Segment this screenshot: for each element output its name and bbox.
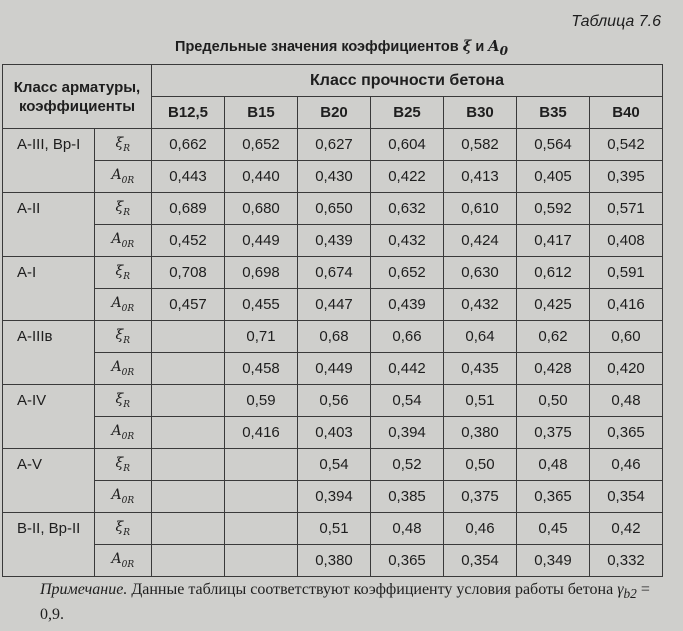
table-cell: 0,420 — [590, 353, 663, 385]
table-cell: 0,54 — [371, 385, 444, 417]
table-cell: 0,432 — [371, 225, 444, 257]
coefficient-label: $A_{0R}$ — [94, 225, 151, 257]
coefficients-table — [2, 64, 663, 577]
table-cell: 0,612 — [517, 257, 590, 289]
table-cell: 0,458 — [225, 353, 298, 385]
table-cell: 0,604 — [371, 129, 444, 161]
reinforcement-class: A-III, Bp-I — [3, 129, 95, 193]
table-cell: 0,375 — [517, 417, 590, 449]
table-cell: 0,413 — [444, 161, 517, 193]
table-note — [40, 579, 670, 625]
table-row — [3, 257, 663, 289]
coefficient-label: $A_{0R}$ — [94, 417, 151, 449]
caption-a0-symbol: $A_0$ — [488, 38, 508, 58]
table-cell: 0,71 — [225, 321, 298, 353]
note-gamma-symbol: $\gamma_{b2}$ — [617, 581, 637, 602]
table-cell: 0,66 — [371, 321, 444, 353]
table-cell: 0,375 — [444, 481, 517, 513]
table-cell: 0,630 — [444, 257, 517, 289]
table-cell: 0,46 — [444, 513, 517, 545]
table-cell: 0,48 — [590, 385, 663, 417]
table-cell: 0,380 — [444, 417, 517, 449]
table-cell: 0,354 — [444, 545, 517, 577]
coefficient-label: $A_{0R}$ — [94, 545, 151, 577]
table-cell: 0,610 — [444, 193, 517, 225]
table-cell: 0,416 — [590, 289, 663, 321]
table-cell: 0,425 — [517, 289, 590, 321]
coefficient-label: $\xi_R$ — [94, 449, 151, 481]
table-cell: 0,51 — [298, 513, 371, 545]
table-cell: 0,48 — [517, 449, 590, 481]
reinforcement-class: A-II — [3, 193, 95, 257]
coefficient-label: $A_{0R}$ — [94, 161, 151, 193]
table-row — [3, 129, 663, 161]
table-cell: 0,424 — [444, 225, 517, 257]
table-cell: 0,60 — [590, 321, 663, 353]
table-cell: 0,417 — [517, 225, 590, 257]
table-cell: 0,627 — [298, 129, 371, 161]
reinforcement-class: A-I — [3, 257, 95, 321]
column-header: B40 — [590, 97, 663, 129]
table-cell: 0,365 — [517, 481, 590, 513]
table-cell: 0,449 — [225, 225, 298, 257]
table-cell — [225, 513, 298, 545]
table-cell — [152, 545, 225, 577]
column-header: B20 — [298, 97, 371, 129]
table-cell: 0,428 — [517, 353, 590, 385]
table-cell: 0,416 — [225, 417, 298, 449]
table-cell: 0,440 — [225, 161, 298, 193]
header-corner: Класс арматуры, коэффициенты — [3, 65, 152, 129]
coefficient-label: $\xi_R$ — [94, 321, 151, 353]
table-row — [3, 289, 663, 321]
table-cell: 0,447 — [298, 289, 371, 321]
table-cell: 0,52 — [371, 449, 444, 481]
table-cell — [152, 513, 225, 545]
table-cell: 0,332 — [590, 545, 663, 577]
table-cell: 0,452 — [152, 225, 225, 257]
table-cell: 0,405 — [517, 161, 590, 193]
table-cell: 0,394 — [371, 417, 444, 449]
table-cell: 0,432 — [444, 289, 517, 321]
table-row — [3, 161, 663, 193]
coefficient-label: $A_{0R}$ — [94, 353, 151, 385]
caption-text: Предельные значения коэффициентов — [175, 39, 459, 55]
table-cell: 0,591 — [590, 257, 663, 289]
reinforcement-class: B-II, Bp-II — [3, 513, 95, 577]
table-cell: 0,51 — [444, 385, 517, 417]
table-caption — [0, 38, 683, 58]
table-cell: 0,680 — [225, 193, 298, 225]
table-cell: 0,435 — [444, 353, 517, 385]
column-header: B25 — [371, 97, 444, 129]
table-cell: 0,385 — [371, 481, 444, 513]
table-row — [3, 417, 663, 449]
table-cell — [152, 481, 225, 513]
coefficient-label: $\xi_R$ — [94, 385, 151, 417]
coefficient-label: $\xi_R$ — [94, 129, 151, 161]
table-cell: 0,652 — [371, 257, 444, 289]
column-header: B12,5 — [152, 97, 225, 129]
table-row — [3, 321, 663, 353]
reinforcement-class: A-IV — [3, 385, 95, 449]
table-row — [3, 481, 663, 513]
note-label: Примечание. — [40, 581, 128, 598]
table-row — [3, 449, 663, 481]
column-header: B35 — [517, 97, 590, 129]
caption-and: и — [475, 39, 485, 55]
table-cell: 0,46 — [590, 449, 663, 481]
table-cell: 0,582 — [444, 129, 517, 161]
table-cell: 0,42 — [590, 513, 663, 545]
table-cell: 0,365 — [590, 417, 663, 449]
table-cell: 0,439 — [371, 289, 444, 321]
table-cell: 0,380 — [298, 545, 371, 577]
table-cell: 0,68 — [298, 321, 371, 353]
table-cell: 0,449 — [298, 353, 371, 385]
note-value: = 0,9. — [40, 581, 650, 624]
table-cell: 0,50 — [444, 449, 517, 481]
caption-xi-symbol: ξ — [462, 38, 472, 55]
coefficient-label: $A_{0R}$ — [94, 289, 151, 321]
coefficient-label: $\xi_R$ — [94, 257, 151, 289]
table-cell: 0,442 — [371, 353, 444, 385]
column-header: B15 — [225, 97, 298, 129]
table-cell: 0,689 — [152, 193, 225, 225]
table-cell: 0,365 — [371, 545, 444, 577]
table-cell: 0,50 — [517, 385, 590, 417]
table-cell: 0,56 — [298, 385, 371, 417]
table-cell — [225, 545, 298, 577]
table-cell: 0,698 — [225, 257, 298, 289]
table-cell: 0,650 — [298, 193, 371, 225]
table-cell: 0,708 — [152, 257, 225, 289]
table-cell — [225, 481, 298, 513]
table-cell — [152, 353, 225, 385]
table-cell: 0,403 — [298, 417, 371, 449]
table-cell: 0,394 — [298, 481, 371, 513]
table-cell: 0,443 — [152, 161, 225, 193]
table-cell: 0,395 — [590, 161, 663, 193]
table-row — [3, 385, 663, 417]
table-cell: 0,349 — [517, 545, 590, 577]
table-row — [3, 353, 663, 385]
table-row — [3, 513, 663, 545]
coefficient-label: $\xi_R$ — [94, 513, 151, 545]
table-row — [3, 225, 663, 257]
table-cell — [152, 321, 225, 353]
table-cell: 0,59 — [225, 385, 298, 417]
table-cell: 0,439 — [298, 225, 371, 257]
table-cell: 0,430 — [298, 161, 371, 193]
table-cell: 0,662 — [152, 129, 225, 161]
table-cell: 0,632 — [371, 193, 444, 225]
table-cell: 0,455 — [225, 289, 298, 321]
table-row — [3, 545, 663, 577]
table-cell: 0,564 — [517, 129, 590, 161]
table-cell: 0,422 — [371, 161, 444, 193]
table-cell: 0,62 — [517, 321, 590, 353]
table-cell: 0,457 — [152, 289, 225, 321]
header-group: Класс прочности бетона — [152, 65, 663, 97]
table-cell: 0,571 — [590, 193, 663, 225]
table-cell — [152, 417, 225, 449]
note-text: Данные таблицы соответствуют коэффициенту условия работы бетона — [131, 581, 614, 598]
coefficient-label: $\xi_R$ — [94, 193, 151, 225]
table-cell: 0,592 — [517, 193, 590, 225]
reinforcement-class: A-IIIв — [3, 321, 95, 385]
table-cell: 0,674 — [298, 257, 371, 289]
column-header: B30 — [444, 97, 517, 129]
table-cell: 0,45 — [517, 513, 590, 545]
table-cell — [152, 385, 225, 417]
table-cell — [225, 449, 298, 481]
table-cell: 0,354 — [590, 481, 663, 513]
table-cell: 0,542 — [590, 129, 663, 161]
table-cell: 0,652 — [225, 129, 298, 161]
coefficient-label: $A_{0R}$ — [94, 481, 151, 513]
table-cell: 0,64 — [444, 321, 517, 353]
table-cell: 0,408 — [590, 225, 663, 257]
table-number: Таблица 7.6 — [571, 13, 661, 30]
table-row — [3, 193, 663, 225]
table-cell: 0,54 — [298, 449, 371, 481]
reinforcement-class: A-V — [3, 449, 95, 513]
table-cell: 0,48 — [371, 513, 444, 545]
table-cell — [152, 449, 225, 481]
